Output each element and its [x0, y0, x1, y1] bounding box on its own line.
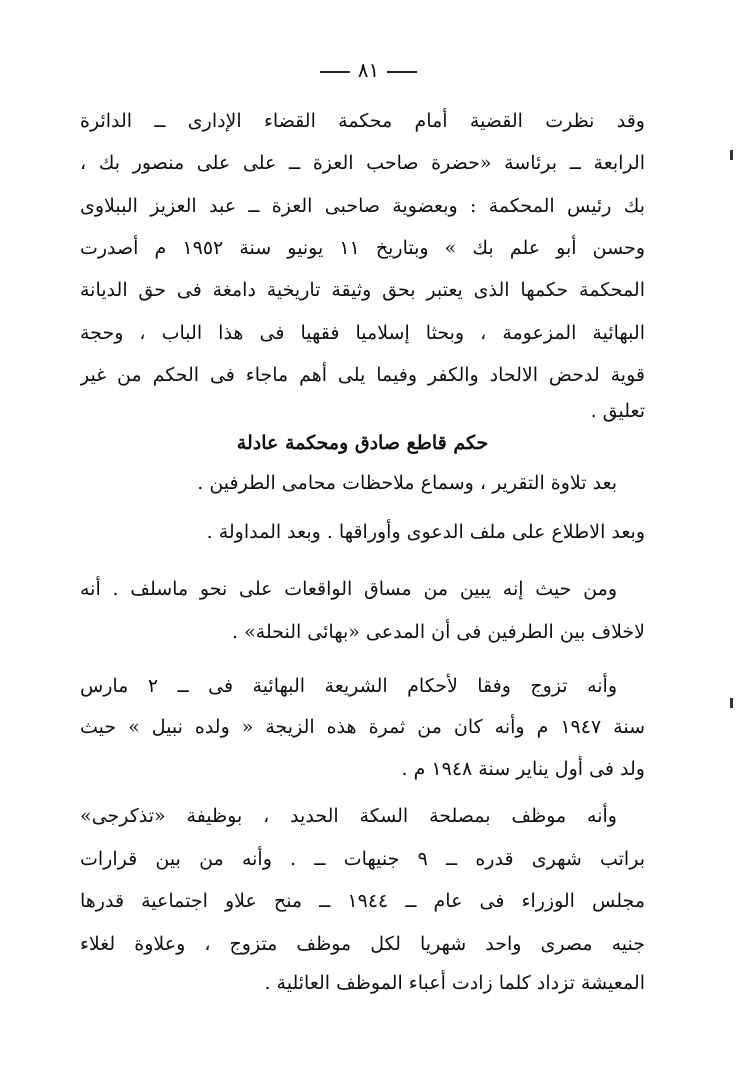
paragraph-review: وبعد الاطلاع على ملف الدعوى وأوراقها . وبعد المداولة .	[206, 521, 645, 543]
paragraph3-line-3: ولد فى أول يناير سنة ١٩٤٨ م .	[401, 758, 645, 780]
page-number-dash-right	[387, 71, 417, 73]
paragraph1-line-6: البهائية المزعومة ، وبحثا إسلاميا فقهيا فى هذا الباب ، وحجة	[80, 322, 645, 344]
scan-mark	[730, 150, 733, 160]
paragraph2-line-2: لاخلاف بين الطرفين فى أن المدعى «بهائى النحلة» .	[232, 621, 645, 643]
section-heading: حكم قاطع صادق ومحكمة عادلة	[236, 432, 489, 454]
paragraph4-line-3: مجلس الوزراء فى عام ــ ١٩٤٤ ــ منح علاو اجتماعية قدرها	[80, 890, 645, 912]
paragraph1-line-4: وحسن أبو علم بك » وبتاريخ ١١ يونيو سنة ١٩٥٢ م أصدرت	[80, 237, 645, 259]
paragraph4-line-2: براتب شهرى قدره ــ ٩ جنيهات ــ . وأنه من بين قرارات	[80, 848, 645, 870]
paragraph1-line-1: وقد نظرت القضية أمام محكمة القضاء الإدارى ــ الدائرة	[80, 110, 645, 132]
paragraph4-line-5: المعيشة تزداد كلما زادت أعباء الموظف العائلية .	[264, 972, 645, 994]
page-number-value: ٨١	[357, 58, 380, 82]
paragraph1-line-8: تعليق .	[590, 400, 645, 422]
page-number-dash-left	[320, 71, 350, 73]
paragraph2-line-1: ومن حيث إنه يبين من مساق الواقعات على نحو ماسلف . أنه	[80, 578, 617, 600]
paragraph1-line-2: الرابعة ــ برئاسة «حضرة صاحب العزة ــ على على منصور بك ،	[80, 152, 645, 174]
paragraph3-line-1: وأنه تزوج وفقا لأحكام الشريعة البهائية فى ــ ٢ مارس	[80, 675, 617, 697]
paragraph4-line-4: جنيه مصرى واحد شهريا لكل موظف متزوج ، وعلاوة لغلاء	[80, 933, 645, 955]
paragraph1-line-5: المحكمة حكمها الذى يعتبر بحق وثيقة تاريخية دامغة فى حق الديانة	[80, 279, 645, 301]
paragraph1-line-3: بك رئيس المحكمة : وبعضوية صاحبى العزة ــ عبد العزيز الببلاوى	[80, 195, 645, 217]
paragraph3-line-2: سنة ١٩٤٧ م وأنه كان من ثمرة هذه الزيجة « ولده نبيل » حيث	[80, 716, 645, 738]
scan-mark	[730, 698, 733, 708]
paragraph-reading: بعد تلاوة التقرير ، وسماع ملاحظات محامى الطرفين .	[197, 472, 617, 494]
page-number	[0, 58, 737, 82]
paragraph1-line-7: قوية لدحض الالحاد والكفر وفيما يلى أهم ماجاء فى الحكم من غير	[80, 364, 645, 386]
paragraph4-line-1: وأنه موظف بمصلحة السكة الحديد ، بوظيفة «تذكرجى»	[80, 805, 617, 827]
